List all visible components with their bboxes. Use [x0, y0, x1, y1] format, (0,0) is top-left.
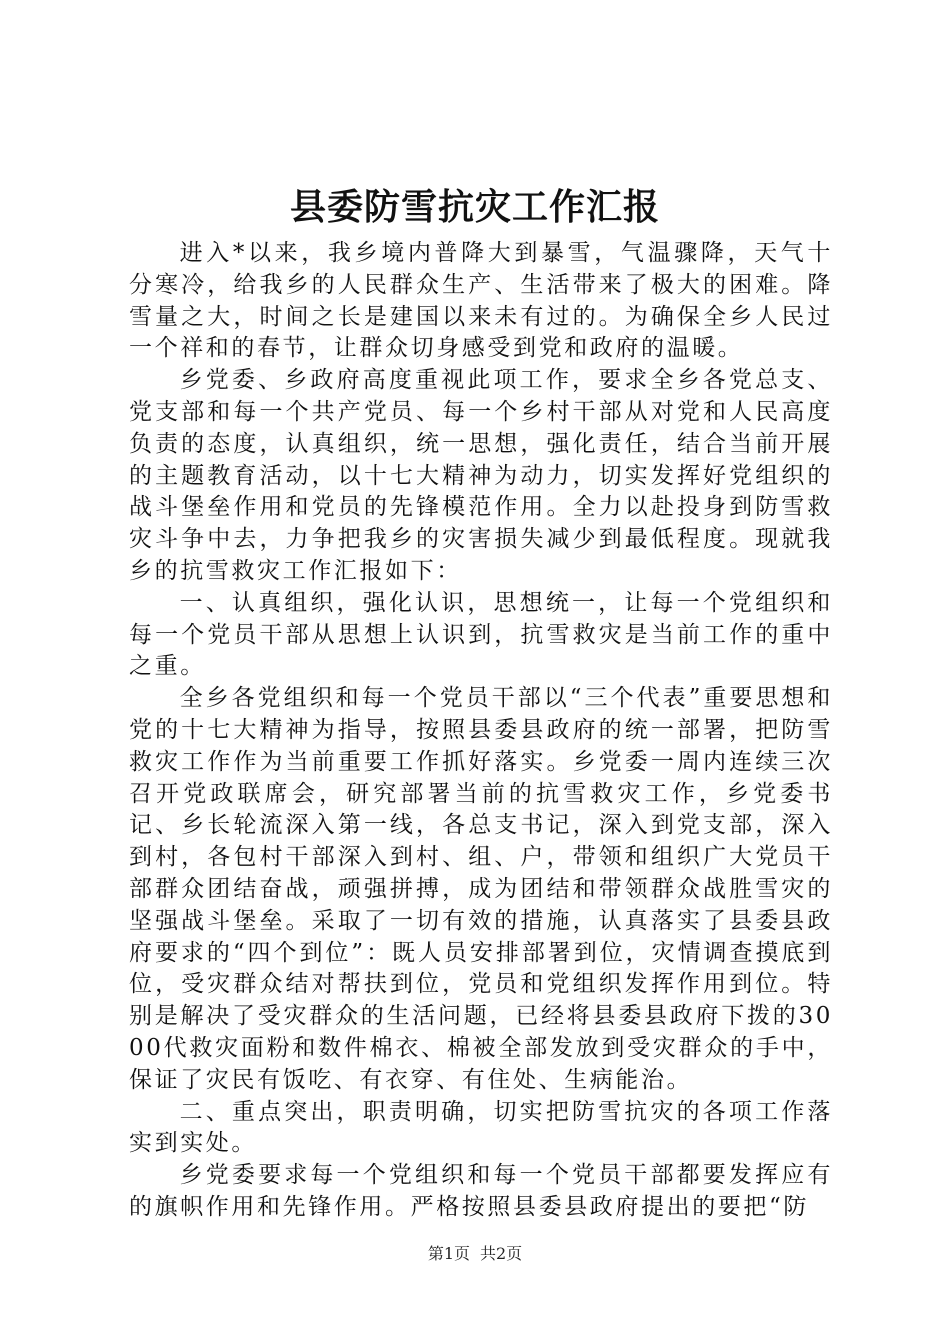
- paragraph-party-emphasis: 乡党委、乡政府高度重视此项工作，要求全乡各党总支、党支部和每一个共产党员、每一个乡村干部从对党和人民高度负责的态度，认真组织，统一思想，强化责任，结合当前开展的主题教育活动，以十七大精神为动力，切实发挥好党组织的战斗堡垒作用和党员的先锋模范作用。全力以赴投身到防雪救灾斗争中去，力争把我乡的灾害损失减少到最低程度。现就我乡的抗雪救灾工作汇报如下：: [129, 367, 833, 584]
- paragraph-intro: 进入*以来，我乡境内普降大到暴雪，气温骤降，天气十分寒冷，给我乡的人民群众生产、生活带来了极大的困难。降雪量之大，时间之长是建国以来未有过的。为确保全乡人民过一个祥和的春节，让群众切身感受到党和政府的温暖。: [129, 240, 833, 362]
- page-total: 共2页: [480, 1244, 523, 1263]
- paragraph-section-two-heading: 二、重点突出，职责明确，切实把防雪抗灾的各项工作落实到实处。: [129, 1098, 833, 1157]
- document-body: [129, 238, 833, 1224]
- paragraph-section-one-heading: 一、认真组织，强化认识，思想统一，让每一个党组织和每一个党员干部从思想上认识到，抗雪救灾是当前工作的重中之重。: [129, 589, 833, 680]
- paragraph-section-one-body: 全乡各党组织和每一个党员干部以“三个代表”重要思想和党的十七大精神为指导，按照县委县政府的统一部署，把防雪救灾工作作为当前重要工作抓好落实。乡党委一周内连续三次召开党政联席会，研究部署当前的抗雪救灾工作，乡党委书记、乡长轮流深入第一线，各总支书记，深入到党支部，深入到村，各包村干部深入到村、组、户，带领和组织广大党员干部群众团结奋战，顽强拼搏，成为团结和带领群众战胜雪灾的坚强战斗堡垒。采取了一切有效的措施，认真落实了县委县政府要求的“四个到位”：既人员安排部署到位，灾情调查摸底到位，受灾群众结对帮扶到位，党员和党组织发挥作用到位。特别是解决了受灾群众的生活问题，已经将县委县政府下拨的3000代救灾面粉和数件棉衣、棉被全部发放到受灾群众的手中，保证了灾民有饭吃、有衣穿、有住处、生病能治。: [129, 685, 833, 1093]
- page-number: 第1页: [427, 1244, 470, 1263]
- document-title: 县委防雪抗灾工作汇报: [289, 187, 660, 228]
- paragraph-section-two-body: 乡党委要求每一个党组织和每一个党员干部都要发挥应有的旗帜作用和先锋作用。严格按照县委县政府提出的要把“防: [129, 1162, 833, 1220]
- page-footer: [0, 1244, 950, 1264]
